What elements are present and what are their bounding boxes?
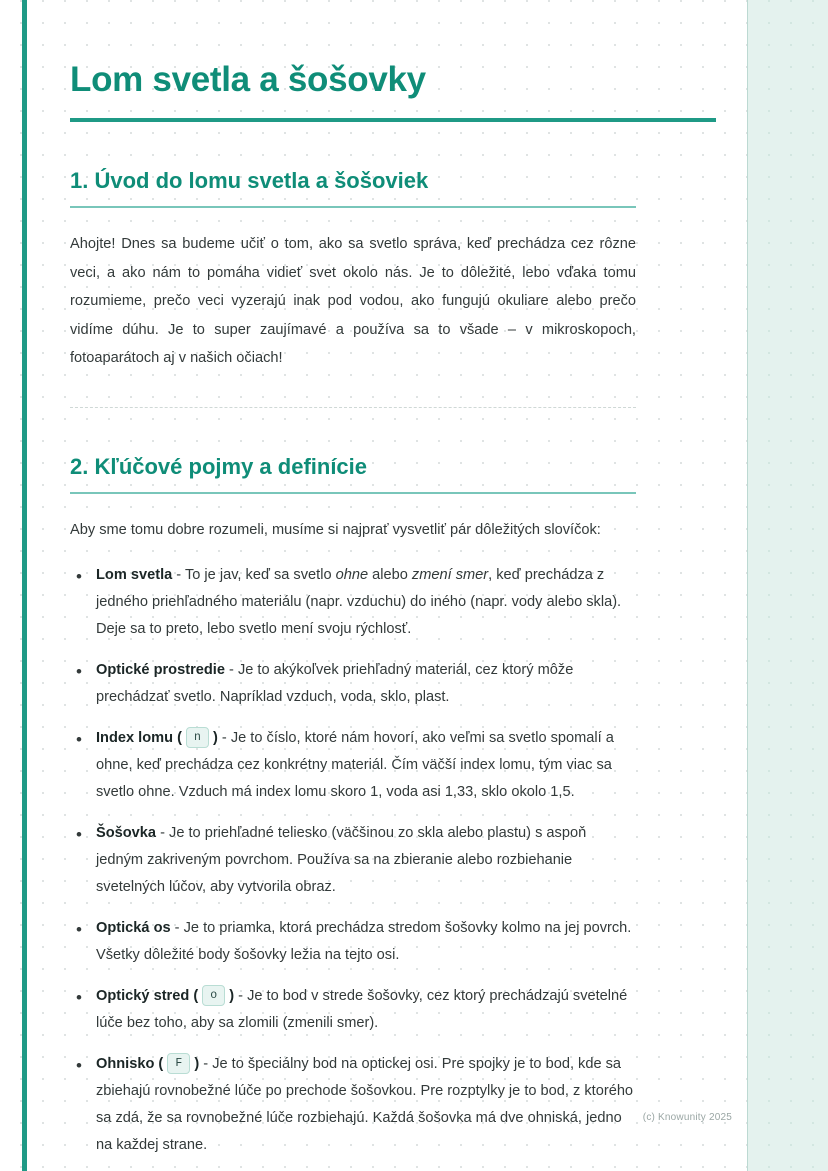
term-text: Je to číslo, ktoré nám hovorí, ako veľmi sa svetlo spomalí a ohne, keď prechádza cez konkrétny materiál. Čím väčší index lomu, tým viac sa svetlo ohne. Vzduch má index lomu skoro 1, voda asi 1,33, sklo okolo 1,5.: [96, 729, 614, 800]
title-underline: [70, 118, 716, 122]
term-dash: -: [224, 661, 238, 678]
term-dash: -: [170, 919, 184, 936]
term-dash: -: [156, 824, 170, 841]
term-label: Optický stred (: [96, 987, 199, 1004]
term-text: Je to akýkoľvek priehľadný materiál, cez ktorý môže prechádzať svetlo. Napríklad vzduch, voda, sklo, plast.: [96, 661, 574, 705]
definitions-list: [70, 562, 636, 1159]
section-heading-1: 1. Úvod do lomu svetla a šošoviek: [70, 168, 429, 194]
term-text: Je to špeciálny bod na optickej osi. Pre spojky je to bod, kde sa zbiehajú rovnobežné lúče po prechode šošovkou. Pre rozptylky je to bod, z ktorého sa zdá, že sa rovnobežné lúče rozbiehajú. Každá šošovka má dve ohniská, jedno na každej strane.: [96, 1055, 634, 1153]
term-dash: -: [199, 1055, 213, 1072]
term-label: Optická os: [96, 919, 171, 936]
right-band-divider: [747, 0, 748, 1171]
term-label: Optické prostredie: [96, 661, 225, 678]
copyright-footer: (c) Knowunity 2025: [642, 1112, 732, 1123]
term-dash: -: [217, 729, 231, 746]
left-accent-rule: [22, 0, 27, 1171]
term-emphasis-2: zmení smer: [411, 566, 489, 583]
term-text: Je to priamka, ktorá prechádza stredom šošovky kolmo na jej povrch. Všetky dôležité body šošovky ležia na tejto osi.: [96, 919, 632, 963]
section-underline-1: [70, 206, 636, 208]
section-underline-2: [70, 492, 636, 494]
term-label: Šošovka: [96, 824, 157, 841]
list-item: [70, 983, 636, 1037]
section-divider: [70, 407, 636, 408]
term-label: Ohnisko (: [96, 1055, 164, 1072]
term-text: To je jav, keď sa svetlo: [184, 566, 336, 583]
term-label: Lom svetla: [96, 566, 173, 583]
symbol-chip-n: n: [186, 727, 209, 748]
symbol-chip-f: F: [167, 1053, 190, 1074]
term-label: Index lomu (: [96, 729, 182, 746]
term-label-close: ): [194, 1055, 200, 1072]
term-label-close: ): [212, 729, 218, 746]
list-item: [70, 915, 636, 969]
list-item: [70, 725, 636, 806]
symbol-chip-o: o: [202, 985, 225, 1006]
list-item: [70, 657, 636, 711]
section-paragraph-2: Aby sme tomu dobre rozumeli, musíme si najprať vysvetliť pár dôležitých slovíčok:: [70, 521, 601, 538]
page-title: Lom svetla a šošovky: [70, 60, 426, 99]
term-emphasis: ohne: [335, 566, 369, 583]
right-decorative-band: [748, 0, 828, 1171]
term-label-close: ): [229, 987, 235, 1004]
list-item: [70, 820, 636, 901]
term-text: Je to bod v strede šošovky, cez ktorý prechádzajú svetelné lúče bez toho, aby sa zlomili (zmenili smer).: [96, 987, 628, 1031]
list-item: [70, 562, 636, 643]
term-text: Je to priehľadné teliesko (väčšinou zo skla alebo plastu) s aspoň jedným zakriveným povrchom. Používa sa na zbieranie alebo rozbiehanie svetelných lúčov, aby vytvorila obraz.: [96, 824, 587, 895]
section-paragraph-1: Ahojte! Dnes sa budeme učiť o tom, ako sa svetlo správa, keď prechádza cez rôzne veci, a ako nám to pomáha vidieť svet okolo nás. Je to dôležité, lebo vďaka tomu rozumieme, prečo veci vyzerajú inak pod vodou, ako fungujú okuliare alebo prečo vidíme dúhu. Je to super zaujímavé a používa sa to všade – v mikroskopoch, fotoaparátoch aj v našich očiach!: [70, 236, 636, 367]
list-item: [70, 1051, 636, 1159]
section-heading-2: 2. Kľúčové pojmy a definície: [70, 453, 368, 479]
term-text-3: , keď prechádza z jedného priehľadného materiálu (napr. vzduchu) do iného (napr. vody alebo skla). Deje sa to preto, lebo svetlo mení svoju rýchlosť.: [96, 566, 622, 637]
term-dash: -: [172, 566, 185, 583]
document-content: [70, 60, 636, 1159]
term-text-2: alebo: [368, 566, 412, 583]
term-dash: -: [234, 987, 248, 1004]
